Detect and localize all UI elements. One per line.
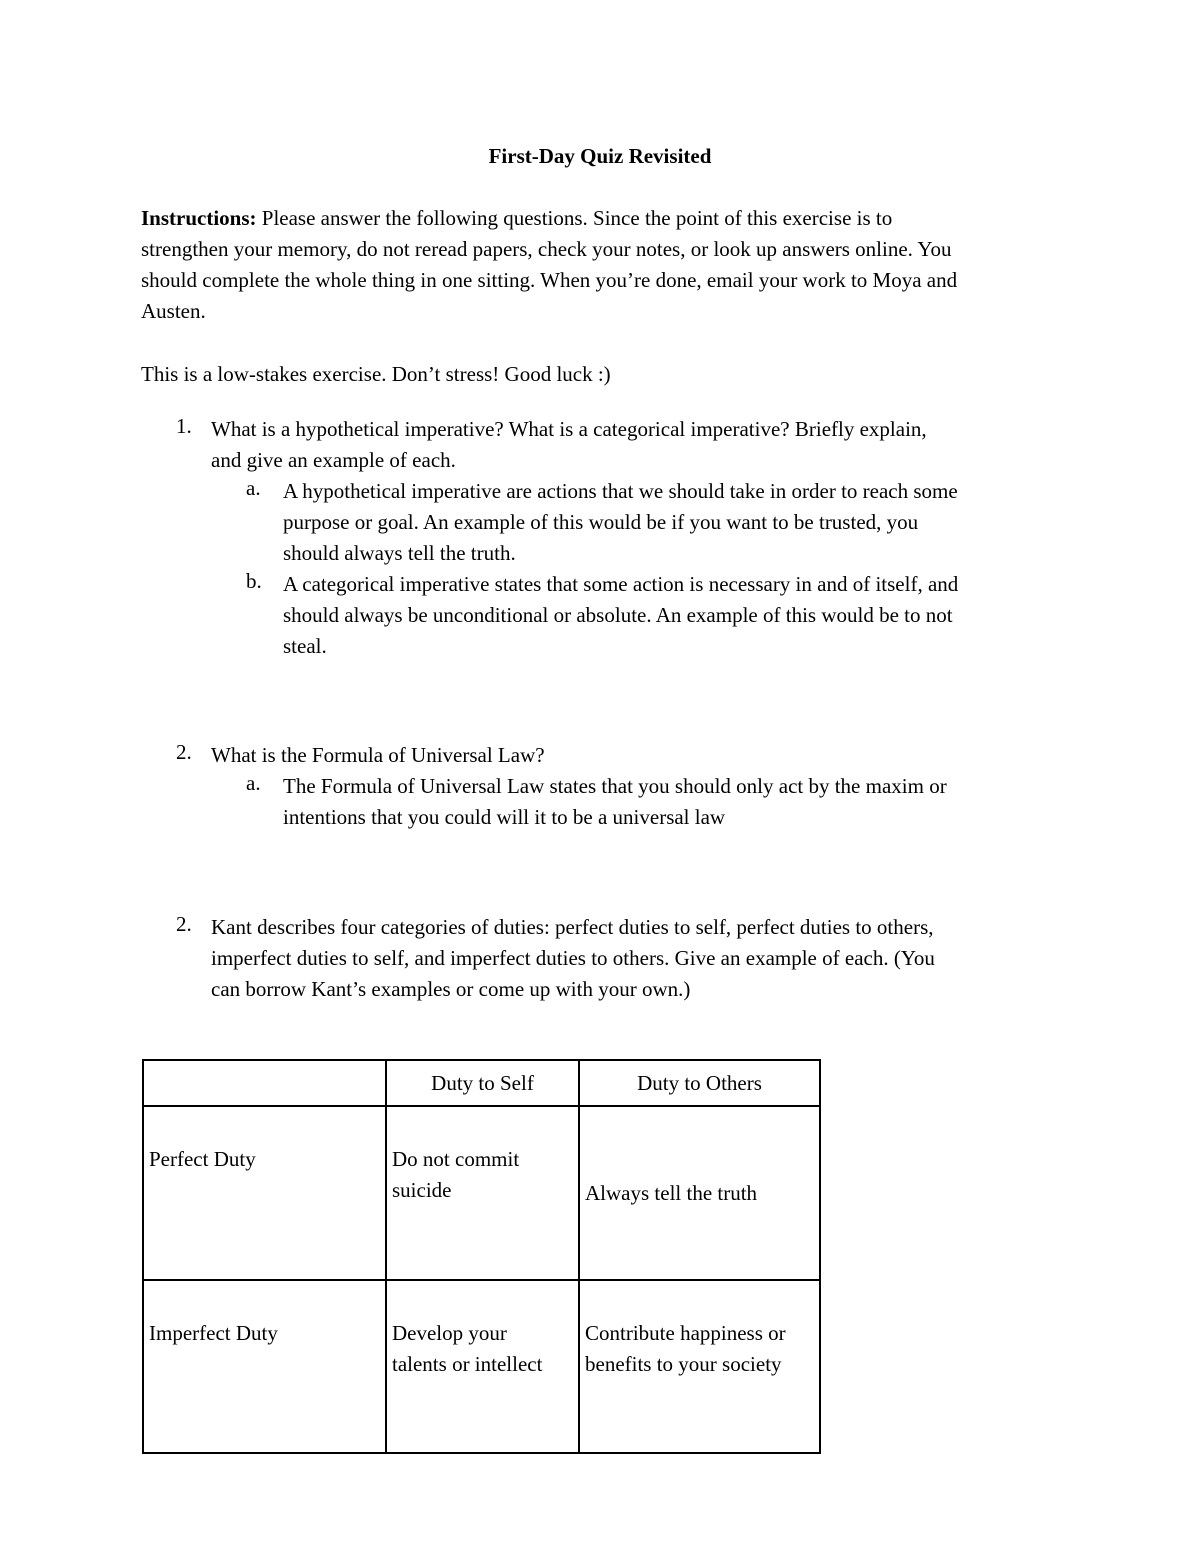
- question-1-text: What is a hypothetical imperative? What is a categorical imperative? Briefly explain, and give an example of each.: [211, 417, 927, 472]
- table-row: [143, 1106, 820, 1280]
- table-header-corner: [143, 1060, 386, 1106]
- duties-table: [142, 1059, 821, 1454]
- answer-2a-text: The Formula of Universal Law states that you should only act by the maxim or intentions that you could will it to be a universal law: [283, 774, 947, 829]
- question-2-text: What is the Formula of Universal Law?: [211, 743, 545, 767]
- cell-imperfect-others: Contribute happiness or benefits to your society: [579, 1280, 820, 1453]
- page-title: First-Day Quiz Revisited: [488, 144, 712, 168]
- table-header-duty-to-others: Duty to Others: [579, 1060, 820, 1106]
- instructions-line-3: should complete the whole thing in one sitting. When you’re done, email your work to Moya and: [141, 268, 958, 292]
- cell-perfect-self: Do not commit suicide: [386, 1106, 579, 1280]
- question-1-number: 1.: [176, 414, 192, 438]
- instructions-line-1: Instructions: Please answer the following questions. Since the point of this exercise is to: [141, 206, 893, 230]
- answer-1a-letter: a.: [246, 476, 261, 500]
- note-text: This is a low-stakes exercise. Don’t stress! Good luck :): [141, 362, 611, 386]
- row-label-imperfect-duty: Imperfect Duty: [143, 1280, 386, 1453]
- instructions-line-4: Austen.: [141, 299, 206, 323]
- table-header-duty-to-self: Duty to Self: [386, 1060, 579, 1106]
- cell-perfect-others: Always tell the truth: [579, 1106, 820, 1280]
- table-row: [143, 1280, 820, 1453]
- answer-2a-letter: a.: [246, 771, 261, 795]
- cell-imperfect-self: Develop your talents or intellect: [386, 1280, 579, 1453]
- row-label-perfect-duty: Perfect Duty: [143, 1106, 386, 1280]
- question-2-number: 2.: [176, 740, 192, 764]
- question-3-text: Kant describes four categories of duties: perfect duties to self, perfect duties to others, imperfect duties to self, and imperfect duties to others. Give an example of each. (You can borrow Kant’s examples or come up with your own.): [211, 915, 935, 1001]
- instructions: [141, 203, 957, 327]
- question-3-number: 2.: [176, 912, 192, 936]
- answer-1b-letter: b.: [246, 569, 262, 593]
- table-header-row: [143, 1060, 820, 1106]
- answer-1b-text: A categorical imperative states that some action is necessary in and of itself, and should always be unconditional or absolute. An example of this would be to not steal.: [283, 572, 959, 658]
- instructions-line-2: strengthen your memory, do not reread papers, check your notes, or look up answers online. You: [141, 237, 952, 261]
- instructions-label: Instructions:: [141, 206, 257, 230]
- answer-1a-text: A hypothetical imperative are actions that we should take in order to reach some purpose or goal. An example of this would be if you want to be trusted, you should always tell the truth.: [283, 479, 958, 565]
